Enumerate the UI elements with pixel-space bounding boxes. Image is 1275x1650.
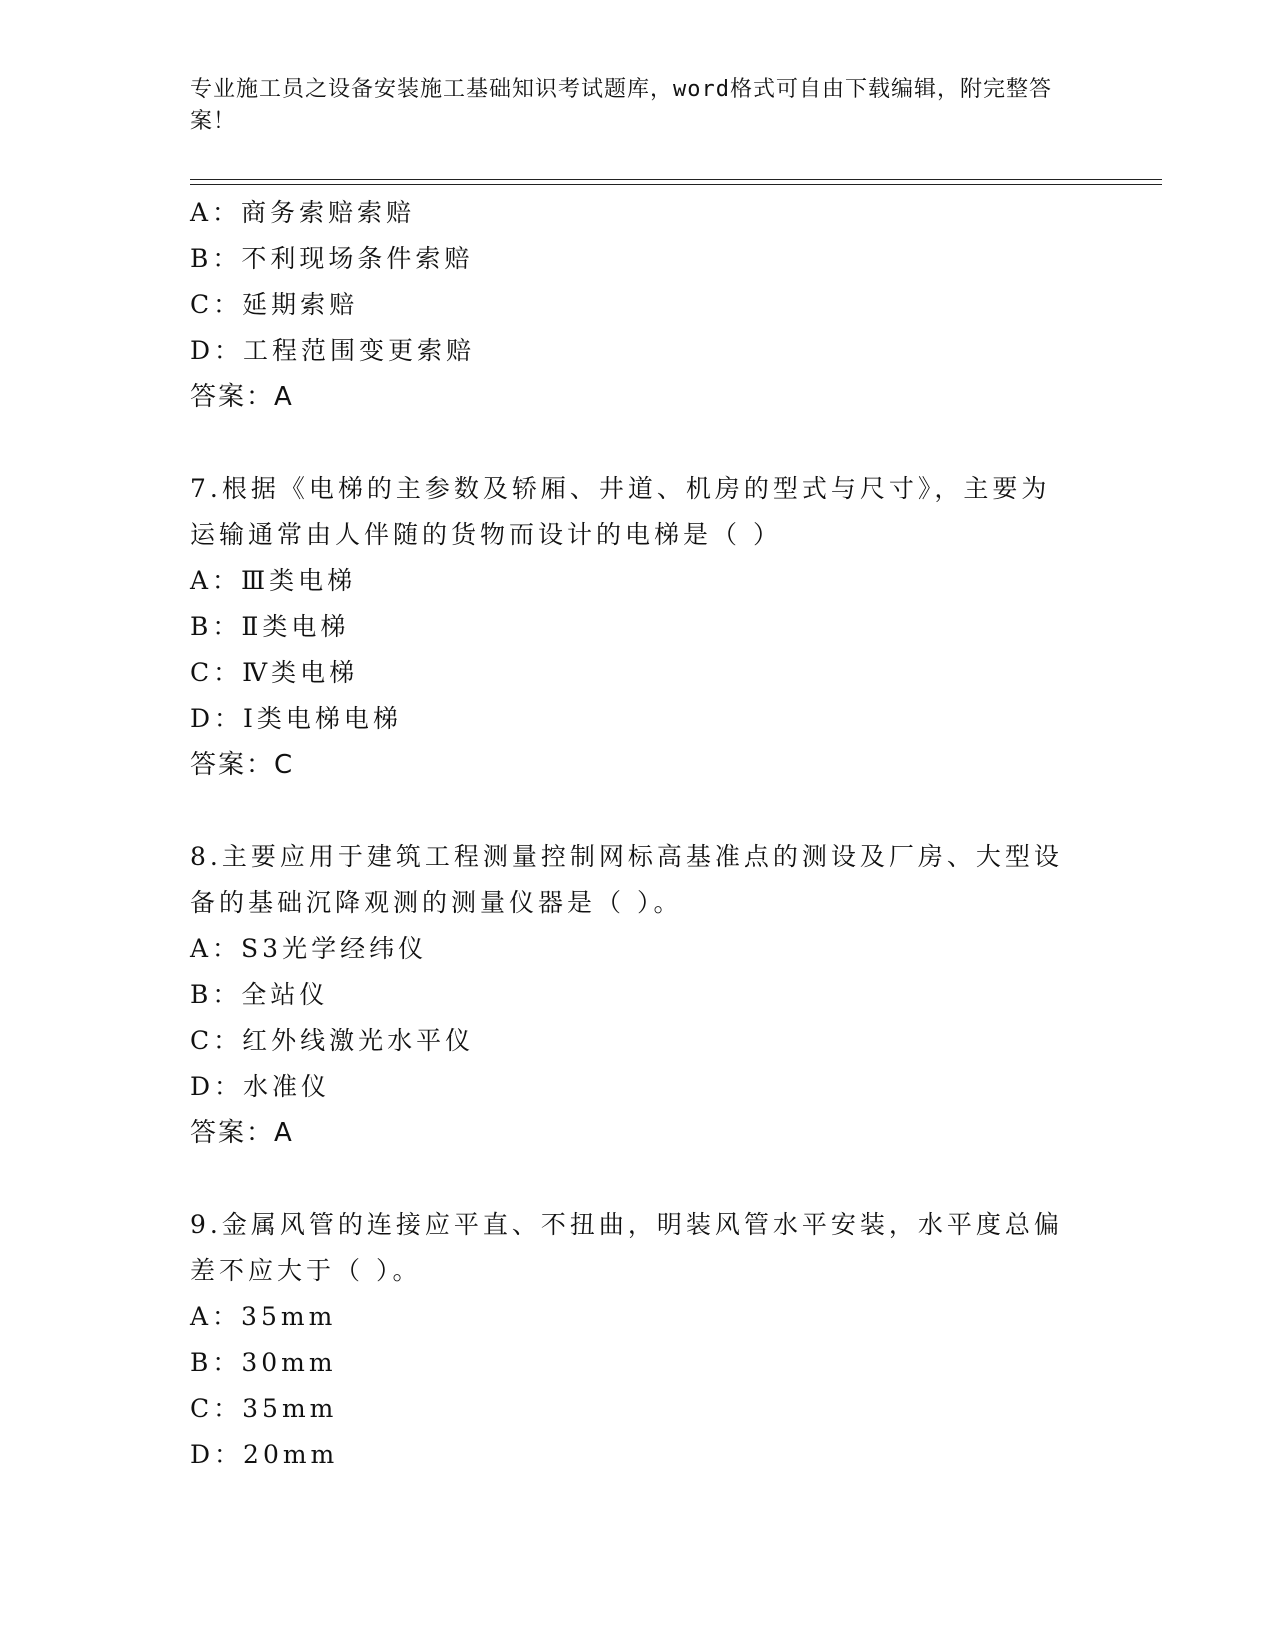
option-a: A：35mm: [190, 1302, 337, 1331]
option-d: D：20mm: [190, 1440, 339, 1469]
header-divider-line: [190, 179, 1162, 180]
spacer: [190, 788, 1070, 834]
option-b: B：Ⅱ类电梯: [190, 612, 350, 641]
option-a: A：S3光学经纬仪: [190, 934, 428, 963]
prev-question-block: [190, 190, 1070, 420]
question-content: [190, 190, 1070, 1478]
answer-line: 答案：C: [190, 750, 295, 780]
question-7-text: 7.根据《电梯的主参数及轿厢、井道、机房的型式与尺寸》，主要为运输通常由人伴随的货物而设计的电梯是（ ）: [190, 474, 1051, 549]
option-c: C：红外线激光水平仪: [190, 1026, 475, 1055]
option-d: D：水准仪: [190, 1072, 331, 1101]
question-9-block: [190, 1202, 1070, 1478]
header-divider-line-secondary: [190, 184, 1162, 185]
option-a: A：Ⅲ类电梯: [190, 566, 357, 595]
option-d: D：Ⅰ类电梯电梯: [190, 704, 402, 733]
question-7-block: [190, 466, 1070, 788]
spacer: [190, 1156, 1070, 1202]
option-c: C：延期索赔: [190, 290, 359, 319]
question-9-text: 9.金属风管的连接应平直、不扭曲，明装风管水平安装，水平度总偏差不应大于（ ）。: [190, 1210, 1063, 1285]
question-8-block: [190, 834, 1070, 1156]
question-8-text: 8.主要应用于建筑工程测量控制网标高基准点的测设及厂房、大型设备的基础沉降观测的测量仪器是（ ）。: [190, 842, 1063, 917]
option-c: C：35mm: [190, 1394, 338, 1423]
option-b: B：不利现场条件索赔: [190, 244, 474, 273]
option-b: B：全站仪: [190, 980, 329, 1009]
option-c: C：Ⅳ类电梯: [190, 658, 359, 687]
option-a: A：商务索赔索赔: [190, 198, 416, 227]
answer-line: 答案：A: [190, 382, 294, 412]
option-d: D：工程范围变更索赔: [190, 336, 476, 365]
answer-line: 答案：A: [190, 1118, 294, 1148]
document-header-text: 专业施工员之设备安装施工基础知识考试题库，word格式可自由下载编辑，附完整答案！: [190, 77, 1052, 134]
spacer: [190, 420, 1070, 466]
option-b: B：30mm: [190, 1348, 337, 1377]
